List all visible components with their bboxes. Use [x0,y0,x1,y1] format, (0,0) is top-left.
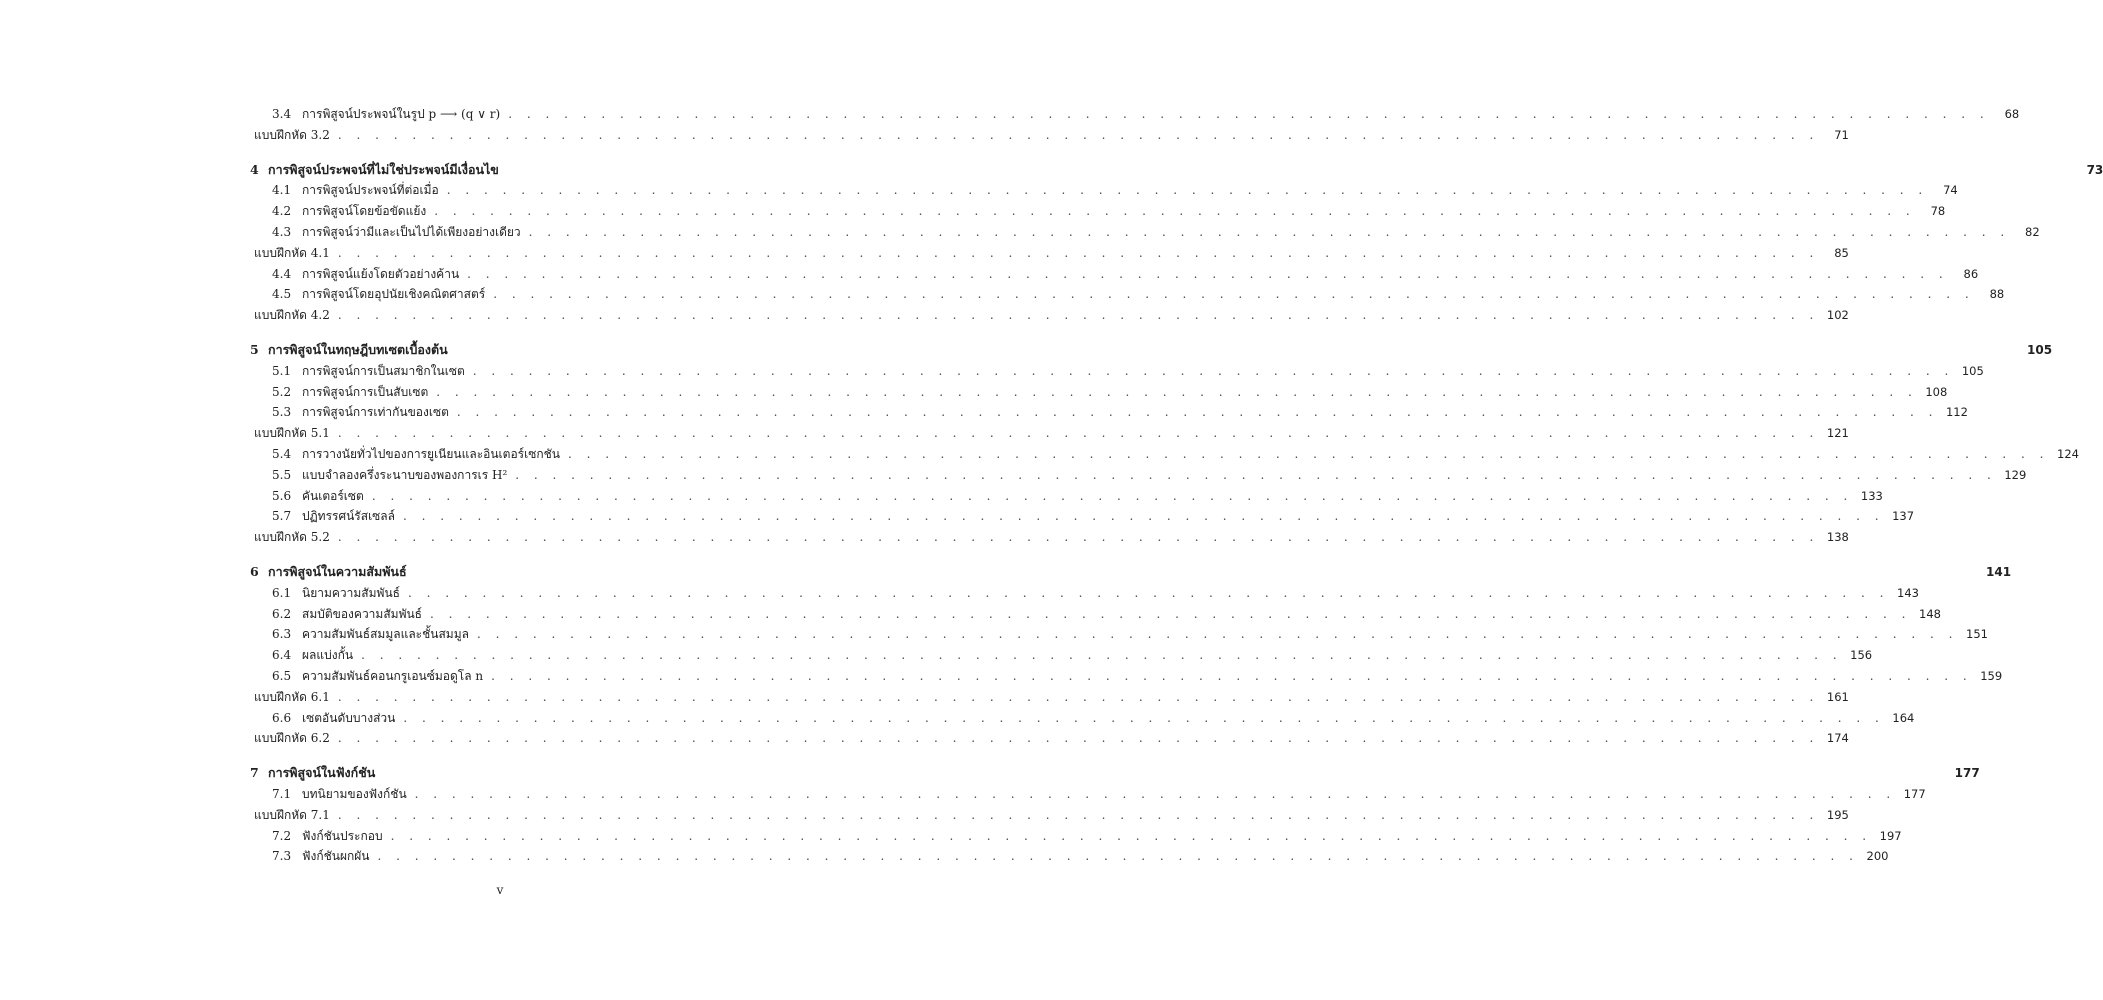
toc-exercise-row [250,423,1849,444]
toc-section-row [250,645,1873,666]
toc-entry-page: 124 [2057,446,2079,461]
toc-entry-title: ปฏิทรรศน์รัสเซลล์ [302,509,396,524]
toc-entry-page: 159 [1980,668,2003,683]
toc-section-row [250,506,1915,527]
dot-leader: . . . . . . . . . . . . . . . . . . . . . . . . . . . . . . . . . . . . . . . . . . . . . . . . . . . . . . . . . . . . . . . . . . . . . . . . . . . . . . . . [403,509,1885,524]
toc-section-row [250,784,1926,805]
toc-exercise-row [250,527,1849,548]
toc-entry-page: 174 [1826,731,1849,746]
toc-section-row [250,666,2003,687]
toc-entry-title: แบบฝึกหัด 3.2 [254,127,330,142]
toc-entry-page: 148 [1919,606,1941,621]
toc-entry-number: 5.4 [272,446,292,461]
toc-section-row [250,361,1984,382]
toc-entry-page: 138 [1826,530,1849,545]
toc-entry-number: 5.3 [272,405,292,420]
toc-entry-number: 6.2 [272,606,292,621]
table-of-contents [250,104,2103,867]
toc-entry-title: การพิสูจน์ว่ามีและเป็นไปได้เพียงอย่างเดียว [302,224,521,239]
dot-leader: . . . . . . . . . . . . . . . . . . . . . . . . . . . . . . . . . . . . . . . . . . . . . . . . . . . . . . . . . . . . . . . . . . . . . . . . . . . . . . . . [456,405,1938,420]
toc-section-row [250,444,2079,465]
toc-entry-page: 121 [1826,426,1849,441]
toc-entry-title: แบบฝึกหัด 5.2 [254,530,330,545]
dot-leader: . . . . . . . . . . . . . . . . . . . . . . . . . . . . . . . . . . . . . . . . . . . . . . . . . . . . . . . . . . . . . . . . . . . . . . . . . . . . . . . . [434,204,1916,219]
toc-entry-page: 133 [1860,488,1883,503]
toc-entry-page: 108 [1925,384,1948,399]
toc-entry-number: 3.4 [272,107,292,121]
dot-leader: . . . . . . . . . . . . . . . . . . . . . . . . . . . . . . . . . . . . . . . . . . . . . . . . . . . . . . . . . . . . . . . . . . . . . . . . . . . . . . . . [337,530,1819,545]
toc-entry-page: 71 [1834,127,1849,142]
dot-leader: . . . . . . . . . . . . . . . . . . . . . . . . . . . . . . . . . . . . . . . . . . . . . . . . . . . . . . . . . . . . . . . . . . . . . . . . . . . . . . . . [467,266,1949,281]
dot-leader: . . . . . . . . . . . . . . . . . . . . . . . . . . . . . . . . . . . . . . . . . . . . . . . . . . . . . . . . . . . . . . . . . . . . . . . . . . . . . . . . [528,224,2010,239]
dot-leader: . . . . . . . . . . . . . . . . . . . . . . . . . . . . . . . . . . . . . . . . . . . . . . . . . . . . . . . . . . . . . . . . . . . . . . . . . . . . . . . . [337,127,1819,142]
toc-exercise-row [250,687,1849,708]
toc-entry-page: 177 [1954,766,1980,781]
toc-entry-page: 200 [1866,849,1889,864]
toc-entry-title: การพิสูจน์ประพจน์ในรูป p ⟶ (q ∨ r) [302,107,501,121]
toc-entry-title: ความสัมพันธ์คอนกรูเอนซ์มอดูโล n [302,668,484,683]
dot-leader: . . . . . . . . . . . . . . . . . . . . . . . . . . . . . . . . . . . . . . . . . . . . . . . . . . . . . . . . . . . . . . . . . . . . . . . . . . . . . . . . [337,689,1819,704]
toc-entry-page: 88 [1989,287,2005,302]
dot-leader: . . . . . . . . . . . . . . . . . . . . . . . . . . . . . . . . . . . . . . . . . . . . . . . . . . . . . . . . . . . . . . . . . . . . . . . . . . . . . . . . [337,245,1819,260]
toc-section-row [250,382,1948,403]
dot-leader: . . . . . . . . . . . . . . . . . . . . . . . . . . . . . . . . . . . . . . . . . . . . . . . . . . . . . . . . . . . . . . . . . . . . . . . . . . . . . . . . [337,426,1819,441]
toc-exercise-row [250,125,1849,146]
toc-section-row [250,264,1979,285]
toc-entry-title: ฟังก์ชันผกผัน [302,849,370,864]
dot-leader: . . . . . . . . . . . . . . . . . . . . . . . . . . . . . . . . . . . . . . . . . . . . . . . . . . . . . . . . . . . . . . . . . . . . . . . . . . . . . . . . [567,446,2049,461]
dot-leader: . . . . . . . . . . . . . . . . . . . . . . . . . . . . . . . . . . . . . . . . . . . . . . . . . . . . . . . . . . . . . . . . . . . . . . . . . . . . . . . . [377,849,1859,864]
toc-chapter-row [250,340,2053,361]
toc-entry-number: 7 [250,765,259,781]
page-number-footer: v [496,883,504,897]
toc-entry-number: 4.4 [272,266,292,281]
toc-entry-number: 4.3 [272,224,292,239]
toc-entry-title: ความสัมพันธ์สมมูลและชั้นสมมูล [302,627,469,642]
dot-leader: . . . . . . . . . . . . . . . . . . . . . . . . . . . . . . . . . . . . . . . . . . . . . . . . . . . . . . . . . . . . . . . . . . . . . . . . . . . . . . . . [493,287,1975,302]
toc-entry-page: 141 [1986,564,2012,579]
dot-leader: . . . . . . . . . . . . . . . . . . . . . . . . . . . . . . . . . . . . . . . . . . . . . . . . . . . . . . . . . . . . . . . . . . . . . . . . . . . . . . . . [337,308,1819,323]
toc-section-row [250,284,2005,305]
toc-entry-title: คันเตอร์เซต [302,488,364,503]
toc-entry-title: นิยามความสัมพันธ์ [302,585,400,600]
toc-entry-title: การพิสูจน์แย้งโดยตัวอย่างค้าน [302,266,460,281]
toc-entry-number: 5.5 [272,467,292,482]
dot-leader: . . . . . . . . . . . . . . . . . . . . . . . . . . . . . . . . . . . . . . . . . . . . . . . . . . . . . . . . . . . . . . . . . . . . . . . . . . . . . . . . [436,384,1918,399]
dot-leader: . . . . . . . . . . . . . . . . . . . . . . . . . . . . . . . . . . . . . . . . . . . . . . . . . . . . . . . . . . . . . . . . . . . . . . . . . . . . . . . . [337,807,1819,822]
toc-section-row [250,624,1988,645]
toc-entry-number: 5.6 [272,488,292,503]
toc-entry-title: การพิสูจน์ประพจน์ที่ไม่ใช่ประพจน์มีเงื่อนไข [268,161,499,177]
toc-section-row [250,222,2040,243]
toc-section-row [250,583,1919,604]
toc-entry-page: 129 [2004,467,2027,482]
toc-entry-number: 6.1 [272,585,292,600]
toc-entry-title: การวางนัยทั่วไปของการยูเนียนและอินเตอร์เซกชัน [302,446,560,461]
toc-entry-title: แบบฝึกหัด 4.1 [254,245,330,260]
toc-entry-number: 7.2 [272,828,292,843]
toc-section-row [250,826,1902,847]
toc-entry-number: 4.1 [272,183,292,198]
toc-entry-title: แบบฝึกหัด 7.1 [254,807,330,822]
toc-section-row [250,104,2020,125]
toc-entry-number: 4.5 [272,287,292,302]
dot-leader: . . . . . . . . . . . . . . . . . . . . . . . . . . . . . . . . . . . . . . . . . . . . . . . . . . . . . . . . . . . . . . . . . . . . . . . . . . . . . . . . [361,648,1843,663]
toc-entry-page: 78 [1930,204,1946,219]
toc-entry-title: แบบจำลองครึ่งระนาบของพองการเร H² [302,467,508,482]
toc-entry-title: การพิสูจน์ในความสัมพันธ์ [268,563,407,579]
toc-chapter-row [250,763,1980,784]
toc-section-row [250,402,1968,423]
dot-leader: . . . . . . . . . . . . . . . . . . . . . . . . . . . . . . . . . . . . . . . . . . . . . . . . . . . . . . . . . . . . . . . . . . . . . . . . . . . . . . . . [390,828,1872,843]
toc-section-row [250,465,2027,486]
toc-exercise-row [250,805,1849,826]
toc-entry-number: 6.3 [272,627,292,642]
toc-entry-page: 177 [1903,786,1926,801]
dot-leader: . . . . . . . . . . . . . . . . . . . . . . . . . . . . . . . . . . . . . . . . . . . . . . . . . . . . . . . . . . . . . . . . . . . . . . . . . . . . . . . . [491,668,1973,683]
dot-leader: . . . . . . . . . . . . . . . . . . . . . . . . . . . . . . . . . . . . . . . . . . . . . . . . . . . . . . . . . . . . . . . . . . . . . . . . . . . . . . . . [371,488,1853,503]
toc-entry-page: 73 [2086,162,2103,177]
toc-entry-number: 6.6 [272,710,292,725]
dot-leader: . . . . . . . . . . . . . . . . . . . . . . . . . . . . . . . . . . . . . . . . . . . . . . . . . . . . . . . . . . . . . . . . . . . . . . . . . . . . . . . . [515,467,1997,482]
toc-exercise-row [250,728,1849,749]
dot-leader: . . . . . . . . . . . . . . . . . . . . . . . . . . . . . . . . . . . . . . . . . . . . . . . . . . . . . . . . . . . . . . . . . . . . . . . . . . . . . . . . [476,627,1958,642]
toc-entry-title: ผลแบ่งกั้น [302,648,354,663]
toc-entry-title: แบบฝึกหัด 6.1 [254,689,330,704]
toc-entry-title: การพิสูจน์ในฟังก์ชัน [268,765,376,781]
toc-entry-page: 151 [1966,627,1988,642]
toc-entry-page: 164 [1892,710,1915,725]
toc-entry-number: 6.5 [272,668,292,683]
toc-entry-title: การพิสูจน์ในทฤษฎีบทเซตเบื้องต้น [268,341,448,357]
toc-chapter-row [250,160,2103,181]
toc-entry-number: 5.7 [272,509,292,524]
toc-entry-page: 137 [1892,509,1915,524]
toc-entry-number: 5 [250,341,259,357]
toc-entry-title: การพิสูจน์การเป็นสมาชิกในเซต [302,363,465,378]
dot-leader: . . . . . . . . . . . . . . . . . . . . . . . . . . . . . . . . . . . . . . . . . . . . . . . . . . . . . . . . . . . . . . . . . . . . . . . . . . . . . . . . [508,107,1990,121]
toc-entry-page: 197 [1879,828,1902,843]
dot-leader: . . . . . . . . . . . . . . . . . . . . . . . . . . . . . . . . . . . . . . . . . . . . . . . . . . . . . . . . . . . . . . . . . . . . . . . . . . . . . . . . [414,786,1896,801]
dot-leader: . . . . . . . . . . . . . . . . . . . . . . . . . . . . . . . . . . . . . . . . . . . . . . . . . . . . . . . . . . . . . . . . . . . . . . . . . . . . . . . . [407,585,1889,600]
toc-entry-title: แบบฝึกหัด 5.1 [254,426,330,441]
toc-entry-page: 195 [1826,807,1849,822]
toc-section-row [250,201,1946,222]
dot-leader: . . . . . . . . . . . . . . . . . . . . . . . . . . . . . . . . . . . . . . . . . . . . . . . . . . . . . . . . . . . . . . . . . . . . . . . . . . . . . . . . [446,183,1928,198]
toc-entry-page: 82 [2025,224,2040,239]
toc-entry-title: การพิสูจน์โดยอุปนัยเชิงคณิตศาสตร์ [302,287,486,302]
toc-entry-title: การพิสูจน์โดยข้อขัดแย้ง [302,204,427,219]
toc-entry-title: ฟังก์ชันประกอบ [302,828,383,843]
toc-section-row [250,846,1889,867]
toc-entry-number: 5.1 [272,363,292,378]
toc-entry-number: 6 [250,563,259,579]
toc-entry-number: 4 [250,161,259,177]
toc-entry-page: 86 [1963,266,1979,281]
toc-entry-number: 6.4 [272,648,292,663]
dot-leader: . . . . . . . . . . . . . . . . . . . . . . . . . . . . . . . . . . . . . . . . . . . . . . . . . . . . . . . . . . . . . . . . . . . . . . . . . . . . . . . . [472,363,1954,378]
toc-entry-title: บทนิยามของฟังก์ชัน [302,786,407,801]
toc-entry-title: การพิสูจน์การเป็นสับเซต [302,384,429,399]
toc-entry-title: แบบฝึกหัด 4.2 [254,308,330,323]
dot-leader: . . . . . . . . . . . . . . . . . . . . . . . . . . . . . . . . . . . . . . . . . . . . . . . . . . . . . . . . . . . . . . . . . . . . . . . . . . . . . . . . [337,731,1819,746]
toc-section-row [250,180,1958,201]
toc-entry-number: 4.2 [272,204,292,219]
toc-entry-title: การพิสูจน์การเท่ากันของเซต [302,405,449,420]
toc-exercise-row [250,243,1849,264]
toc-entry-page: 112 [1945,405,1968,420]
toc-entry-title: แบบฝึกหัด 6.2 [254,731,330,746]
toc-entry-page: 105 [2027,342,2053,357]
toc-entry-page: 156 [1850,648,1873,663]
toc-entry-title: สมบัติของความสัมพันธ์ [302,606,422,621]
toc-section-row [250,486,1883,507]
toc-section-row [250,604,1941,625]
toc-entry-number: 7.3 [272,849,292,864]
toc-exercise-row [250,305,1849,326]
toc-section-row [250,708,1915,729]
toc-entry-title: การพิสูจน์ประพจน์ที่ต่อเมื่อ [302,183,439,198]
toc-entry-page: 85 [1834,245,1849,260]
toc-entry-page: 161 [1826,689,1849,704]
toc-entry-page: 105 [1961,363,1984,378]
toc-entry-number: 5.2 [272,384,292,399]
toc-chapter-row [250,562,2012,583]
toc-entry-page: 74 [1943,183,1958,198]
dot-leader: . . . . . . . . . . . . . . . . . . . . . . . . . . . . . . . . . . . . . . . . . . . . . . . . . . . . . . . . . . . . . . . . . . . . . . . . . . . . . . . . [403,710,1885,725]
toc-entry-page: 68 [2004,107,2020,121]
toc-entry-page: 143 [1897,585,1919,600]
dot-leader: . . . . . . . . . . . . . . . . . . . . . . . . . . . . . . . . . . . . . . . . . . . . . . . . . . . . . . . . . . . . . . . . . . . . . . . . . . . . . . . . [430,606,1911,621]
toc-entry-page: 102 [1826,308,1849,323]
toc-entry-number: 7.1 [272,786,292,801]
toc-entry-title: เซตอันดับบางส่วน [302,710,396,725]
